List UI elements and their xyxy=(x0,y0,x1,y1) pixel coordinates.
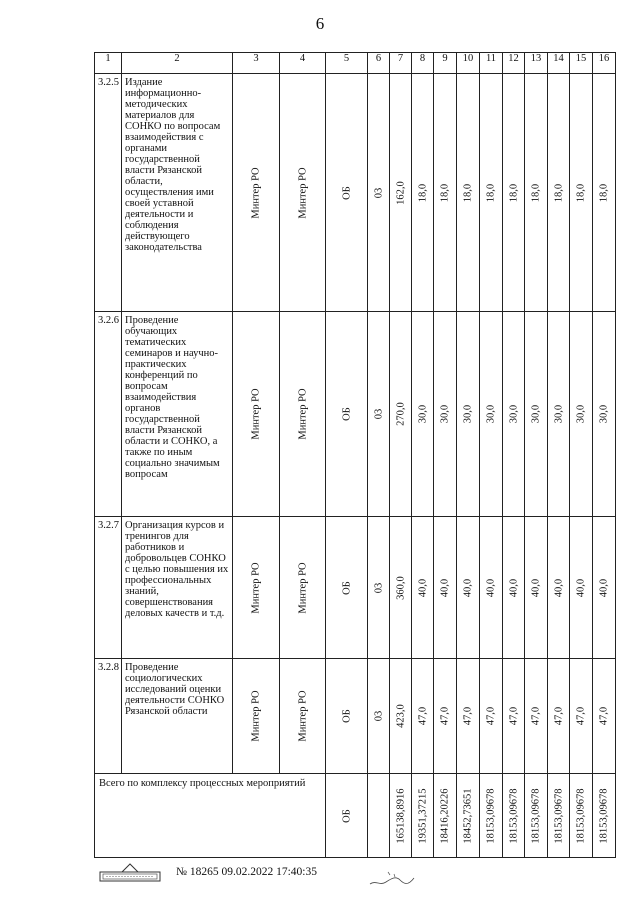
value: 18,0 xyxy=(417,183,428,202)
value-cell xyxy=(525,312,548,517)
value: 18,0 xyxy=(598,183,610,202)
executor: Минтер РО xyxy=(250,388,262,440)
value-cell xyxy=(412,312,434,517)
value: 40,0 xyxy=(508,578,519,597)
value-cell xyxy=(480,517,503,659)
total-value: 18416,20226 xyxy=(439,787,451,844)
executor-cell xyxy=(233,517,280,659)
value: 47,0 xyxy=(417,706,428,726)
value: 30,0 xyxy=(462,404,474,424)
value: 47,0 xyxy=(598,706,610,726)
value-cell xyxy=(548,659,570,774)
code-cell xyxy=(368,312,390,517)
value: 40,0 xyxy=(439,578,451,597)
table-row xyxy=(95,517,616,659)
column-header: 1 xyxy=(95,53,122,74)
value: 47,0 xyxy=(508,706,519,726)
code: 03 xyxy=(373,187,384,198)
executor-cell xyxy=(233,312,280,517)
row-description: Проведение обучающих тематических семинаров и научно-практических конференций по вопросам взаимодействия органов государственной власти Рязанской области и СОНКО, а также по иным социально значимым вопросам xyxy=(122,312,233,517)
table-row xyxy=(95,659,616,774)
participant-cell xyxy=(280,517,326,659)
value: 18,0 xyxy=(462,183,474,202)
funding-source: ОБ xyxy=(341,709,352,723)
value-cell xyxy=(570,659,593,774)
empty-cell xyxy=(368,774,390,858)
signature-mark-icon xyxy=(366,866,426,892)
value: 18,0 xyxy=(575,183,587,202)
activities-table xyxy=(94,52,616,858)
value-cell xyxy=(434,517,457,659)
total-value: 18153,09678 xyxy=(508,787,519,844)
column-header: 2 xyxy=(122,53,233,74)
page-number: 6 xyxy=(315,14,325,33)
column-header: 14 xyxy=(548,53,570,74)
column-header: 13 xyxy=(525,53,548,74)
total-value-cell xyxy=(525,774,548,858)
value: 30,0 xyxy=(417,404,428,424)
value-cell xyxy=(525,659,548,774)
header-row xyxy=(95,53,616,74)
total-value-cell xyxy=(503,774,525,858)
total-value: 18153,09678 xyxy=(575,787,587,844)
total-value-cell xyxy=(412,774,434,858)
total-value: 18153,09678 xyxy=(485,787,497,844)
column-header: 15 xyxy=(570,53,593,74)
column-header: 7 xyxy=(390,53,412,74)
column-header: 6 xyxy=(368,53,390,74)
executor-cell xyxy=(233,74,280,312)
value: 40,0 xyxy=(485,578,497,597)
value-cell xyxy=(570,74,593,312)
value: 423,0 xyxy=(395,704,406,728)
participant: Минтер РО xyxy=(297,561,308,614)
value-cell xyxy=(412,517,434,659)
footer xyxy=(0,862,640,902)
value: 40,0 xyxy=(598,578,610,597)
code-cell xyxy=(368,517,390,659)
column-header: 4 xyxy=(280,53,326,74)
value: 40,0 xyxy=(417,578,428,597)
total-source-cell xyxy=(326,774,368,858)
column-header: 8 xyxy=(412,53,434,74)
value: 40,0 xyxy=(530,578,542,597)
value: 30,0 xyxy=(508,404,519,424)
funding-source: ОБ xyxy=(341,185,352,200)
total-value: 18153,09678 xyxy=(530,787,542,844)
funding-source-cell xyxy=(326,74,368,312)
emblem-stamp-icon xyxy=(98,862,162,884)
column-header: 5 xyxy=(326,53,368,74)
value-cell xyxy=(480,74,503,312)
funding-source-cell xyxy=(326,312,368,517)
value-cell xyxy=(503,74,525,312)
column-header: 10 xyxy=(457,53,480,74)
value: 47,0 xyxy=(485,706,497,726)
total-value: 18153,09678 xyxy=(598,787,610,844)
value-cell xyxy=(548,74,570,312)
funding-source-cell xyxy=(326,517,368,659)
value-cell xyxy=(593,74,616,312)
value-cell xyxy=(412,74,434,312)
column-header: 16 xyxy=(593,53,616,74)
total-row xyxy=(95,774,616,858)
value-cell xyxy=(480,312,503,517)
code: 03 xyxy=(373,582,384,593)
executor: Минтер РО xyxy=(250,561,262,614)
value-cell xyxy=(434,659,457,774)
value-cell xyxy=(503,312,525,517)
table-row xyxy=(95,74,616,312)
total-value-cell xyxy=(548,774,570,858)
value-cell xyxy=(457,659,480,774)
value-cell xyxy=(390,659,412,774)
value-cell xyxy=(434,74,457,312)
row-description: Издание информационно-методических материалов для СОНКО по вопросам взаимодействия с органами государственной власти Рязанской области, осуществления ими своей уставной деятельности и соблюдения действующего законодательства xyxy=(122,74,233,312)
total-value-cell xyxy=(390,774,412,858)
executor-cell xyxy=(233,659,280,774)
funding-source: ОБ xyxy=(341,580,352,595)
total-value: 165138,8916 xyxy=(395,787,406,844)
participant-cell xyxy=(280,659,326,774)
value: 18,0 xyxy=(553,183,564,202)
value: 18,0 xyxy=(485,183,497,202)
value: 40,0 xyxy=(462,578,474,597)
value: 18,0 xyxy=(508,183,519,202)
participant: Минтер РО xyxy=(297,690,308,742)
value: 162,0 xyxy=(395,180,406,205)
value-cell xyxy=(390,74,412,312)
value-cell xyxy=(457,74,480,312)
value-cell xyxy=(570,312,593,517)
value: 270,0 xyxy=(395,402,406,426)
value-cell xyxy=(457,517,480,659)
value: 18,0 xyxy=(439,183,451,202)
value-cell xyxy=(548,517,570,659)
executor: Минтер РО xyxy=(250,690,262,742)
value-cell xyxy=(593,517,616,659)
value-cell xyxy=(503,659,525,774)
value-cell xyxy=(570,517,593,659)
code: 03 xyxy=(373,408,384,420)
value: 47,0 xyxy=(462,706,474,726)
code: 03 xyxy=(373,710,384,722)
value: 47,0 xyxy=(530,706,542,726)
value: 30,0 xyxy=(530,404,542,424)
value-cell xyxy=(503,517,525,659)
value: 40,0 xyxy=(575,578,587,597)
column-header: 9 xyxy=(434,53,457,74)
total-source: ОБ xyxy=(341,808,352,823)
value: 18,0 xyxy=(530,183,542,202)
value: 40,0 xyxy=(553,578,564,597)
row-number: 3.2.8 xyxy=(95,659,122,774)
value-cell xyxy=(593,659,616,774)
participant: Минтер РО xyxy=(297,166,308,219)
participant: Минтер РО xyxy=(297,388,308,440)
total-value-cell xyxy=(593,774,616,858)
total-value: 18153,09678 xyxy=(553,787,564,844)
value-cell xyxy=(457,312,480,517)
column-header: 11 xyxy=(480,53,503,74)
funding-source: ОБ xyxy=(341,407,352,421)
table-row xyxy=(95,312,616,517)
column-header: 3 xyxy=(233,53,280,74)
value: 30,0 xyxy=(439,404,451,424)
row-description: Проведение социологических исследований оценки деятельности СОНКО Рязанской области xyxy=(122,659,233,774)
total-value: 18452,73651 xyxy=(462,787,474,844)
value-cell xyxy=(480,659,503,774)
participant-cell xyxy=(280,312,326,517)
value: 30,0 xyxy=(553,404,564,424)
total-value: 19351,37215 xyxy=(417,787,428,844)
value: 47,0 xyxy=(439,706,451,726)
value-cell xyxy=(593,312,616,517)
value-cell xyxy=(548,312,570,517)
row-number: 3.2.5 xyxy=(95,74,122,312)
code-cell xyxy=(368,74,390,312)
value: 30,0 xyxy=(575,404,587,424)
value-cell xyxy=(390,312,412,517)
participant-cell xyxy=(280,74,326,312)
total-value-cell xyxy=(434,774,457,858)
registration-number: № 18265 09.02.2022 17:40:35 xyxy=(176,866,317,878)
value: 360,0 xyxy=(395,575,406,600)
value: 30,0 xyxy=(598,404,610,424)
total-value-cell xyxy=(457,774,480,858)
value-cell xyxy=(390,517,412,659)
total-value-cell xyxy=(570,774,593,858)
total-label: Всего по комплексу процессных мероприятий xyxy=(95,774,326,858)
executor: Минтер РО xyxy=(250,166,262,219)
row-number: 3.2.6 xyxy=(95,312,122,517)
row-description: Организация курсов и тренингов для работников и добровольцев СОНКО с целью повышения их профессиональных знаний, совершенствования деловых качеств и т.д. xyxy=(122,517,233,659)
value-cell xyxy=(412,659,434,774)
value-cell xyxy=(525,74,548,312)
row-number: 3.2.7 xyxy=(95,517,122,659)
value: 47,0 xyxy=(553,706,564,726)
value: 30,0 xyxy=(485,404,497,424)
value: 47,0 xyxy=(575,706,587,726)
value-cell xyxy=(525,517,548,659)
code-cell xyxy=(368,659,390,774)
total-value-cell xyxy=(480,774,503,858)
value-cell xyxy=(434,312,457,517)
funding-source-cell xyxy=(326,659,368,774)
column-header: 12 xyxy=(503,53,525,74)
